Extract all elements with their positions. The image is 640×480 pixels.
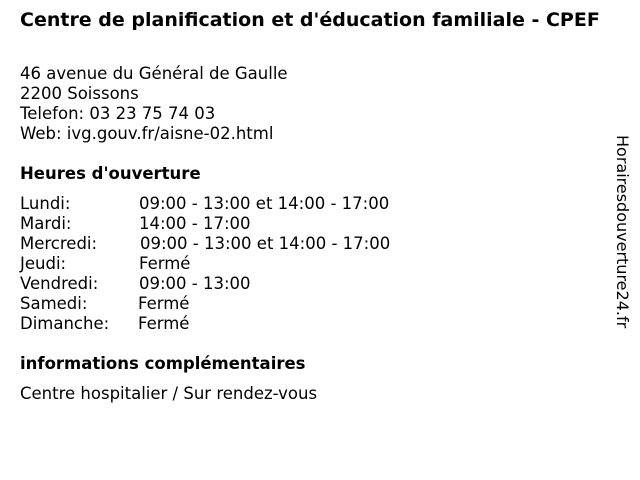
day-label: Vendredi:: [20, 274, 99, 293]
address-city: 2200 Soissons: [20, 84, 139, 103]
time-value: Fermé: [139, 254, 191, 273]
site-watermark: Horairesdouverture24.fr: [613, 135, 632, 329]
day-label: Dimanche:: [20, 314, 110, 333]
address-block: [20, 64, 288, 144]
phone-number: Telefon: 03 23 75 74 03: [20, 104, 216, 123]
additional-info-text: Centre hospitalier / Sur rendez-vous: [20, 384, 318, 403]
day-label: Lundi:: [20, 194, 71, 213]
time-value: Fermé: [138, 294, 190, 313]
time-value: 09:00 - 13:00: [139, 274, 251, 293]
opening-hours-heading: Heures d'ouverture: [20, 164, 201, 183]
day-label: Jeudi:: [20, 254, 67, 273]
website-line: Web: ivg.gouv.fr/aisne-02.html: [20, 124, 274, 143]
time-value: 14:00 - 17:00: [139, 214, 251, 233]
day-label: Mardi:: [20, 214, 72, 233]
time-value: Fermé: [138, 314, 190, 333]
time-value: 09:00 - 13:00 et 14:00 - 17:00: [140, 234, 391, 253]
place-title: Centre de planification et d'éducation familiale - CPEF: [20, 9, 600, 31]
day-label: Mercredi:: [20, 234, 98, 253]
additional-info-heading: informations complémentaires: [20, 354, 306, 373]
address-street: 46 avenue du Général de Gaulle: [20, 64, 288, 83]
day-label: Samedi:: [20, 294, 88, 313]
time-value: 09:00 - 13:00 et 14:00 - 17:00: [139, 194, 390, 213]
